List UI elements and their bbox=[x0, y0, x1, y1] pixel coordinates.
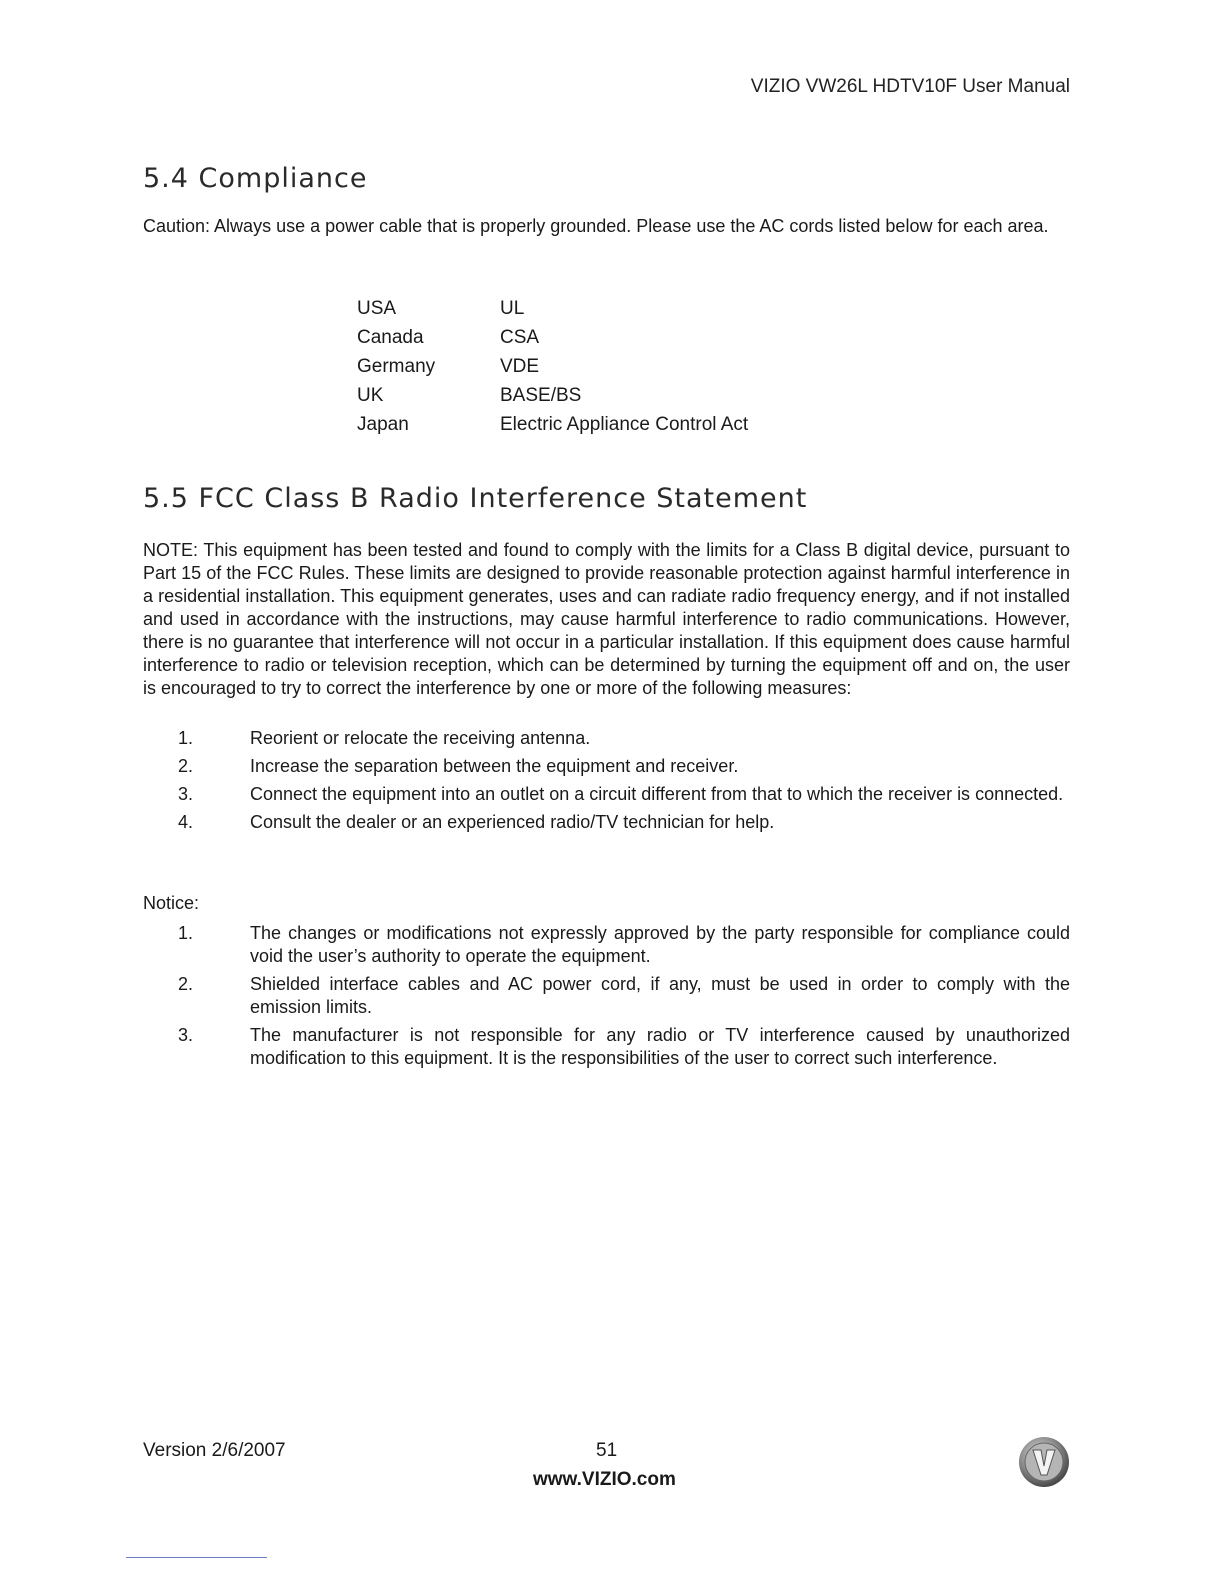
caution-paragraph: Caution: Always use a power cable that is properly grounded. Please use the AC cords listed below for each area. bbox=[143, 216, 1049, 236]
list-item bbox=[143, 755, 1070, 778]
region-cell: UK bbox=[357, 384, 384, 406]
region-cell: USA bbox=[357, 297, 397, 319]
standard-cell: VDE bbox=[500, 355, 540, 377]
section-title-compliance: 5.4 Compliance bbox=[143, 163, 368, 194]
list-text: Connect the equipment into an outlet on a circuit different from that to which the receiver is connected. bbox=[250, 784, 1064, 804]
list-number: 3. bbox=[178, 784, 194, 804]
standard-cell: UL bbox=[500, 297, 525, 319]
list-number: 3. bbox=[178, 1025, 194, 1045]
list-item bbox=[143, 727, 1070, 750]
list-number: 1. bbox=[178, 923, 194, 943]
table-row bbox=[357, 294, 748, 323]
list-number: 1. bbox=[178, 728, 194, 748]
table-row bbox=[357, 323, 748, 352]
standard-cell: Electric Appliance Control Act bbox=[500, 413, 749, 435]
page-number: 51 bbox=[596, 1440, 618, 1461]
region-cell: Japan bbox=[357, 413, 409, 435]
list-text: Consult the dealer or an experienced radio/TV technician for help. bbox=[250, 812, 775, 832]
list-number: 2. bbox=[178, 974, 194, 994]
list-item bbox=[143, 783, 1070, 806]
list-item bbox=[143, 1024, 1070, 1070]
list-item bbox=[143, 922, 1070, 968]
footer-rule bbox=[126, 1557, 267, 1558]
list-item bbox=[143, 811, 1070, 834]
list-text: Shielded interface cables and AC power cord, if any, must be used in order to comply with the emission limits. bbox=[250, 974, 1070, 1017]
list-text: Increase the separation between the equipment and receiver. bbox=[250, 756, 739, 776]
region-cell: Canada bbox=[357, 326, 424, 348]
notice-label: Notice: bbox=[143, 893, 200, 913]
measures-list bbox=[143, 727, 1070, 839]
table-row bbox=[357, 381, 748, 410]
vizio-logo-icon bbox=[1018, 1436, 1070, 1488]
region-cell: Germany bbox=[357, 355, 436, 377]
footer-url: www.VIZIO.com bbox=[533, 1469, 676, 1490]
table-row bbox=[357, 352, 748, 381]
list-number: 4. bbox=[178, 812, 194, 832]
section-title-fcc: 5.5 FCC Class B Radio Interference Statement bbox=[143, 483, 808, 514]
standard-cell: BASE/BS bbox=[500, 384, 582, 406]
list-text: The manufacturer is not responsible for any radio or TV interference caused by unauthorized modification to this equipment. It is the responsibilities of the user to correct such interference. bbox=[250, 1025, 1070, 1068]
list-item bbox=[143, 973, 1070, 1019]
footer-version: Version 2/6/2007 bbox=[143, 1440, 286, 1461]
standard-cell: CSA bbox=[500, 326, 540, 348]
notices-list bbox=[143, 922, 1070, 1075]
fcc-note-paragraph: NOTE: This equipment has been tested and found to comply with the limits for a Class B digital device, pursuant to Part 15 of the FCC Rules. These limits are designed to provide reasonable protection against harmful interference in a residential installation. This equipment generates, uses and can radiate radio frequency energy, and if not installed and used in accordance with the instructions, may cause harmful interference to radio communications. However, there is no guarantee that interference will not occur in a particular installation. If this equipment does cause harmful interference to radio or television reception, which can be determined by turning the equipment off and on, the user is encouraged to try to correct the interference by one or more of the following measures: bbox=[143, 540, 1070, 698]
ac-cord-table bbox=[357, 294, 748, 439]
list-text: The changes or modifications not expressly approved by the party responsible for compliance could void the user’s authority to operate the equipment. bbox=[250, 923, 1070, 966]
table-row bbox=[357, 410, 748, 439]
list-text: Reorient or relocate the receiving antenna. bbox=[250, 728, 591, 748]
list-number: 2. bbox=[178, 756, 194, 776]
page-header: VIZIO VW26L HDTV10F User Manual bbox=[750, 76, 1070, 97]
